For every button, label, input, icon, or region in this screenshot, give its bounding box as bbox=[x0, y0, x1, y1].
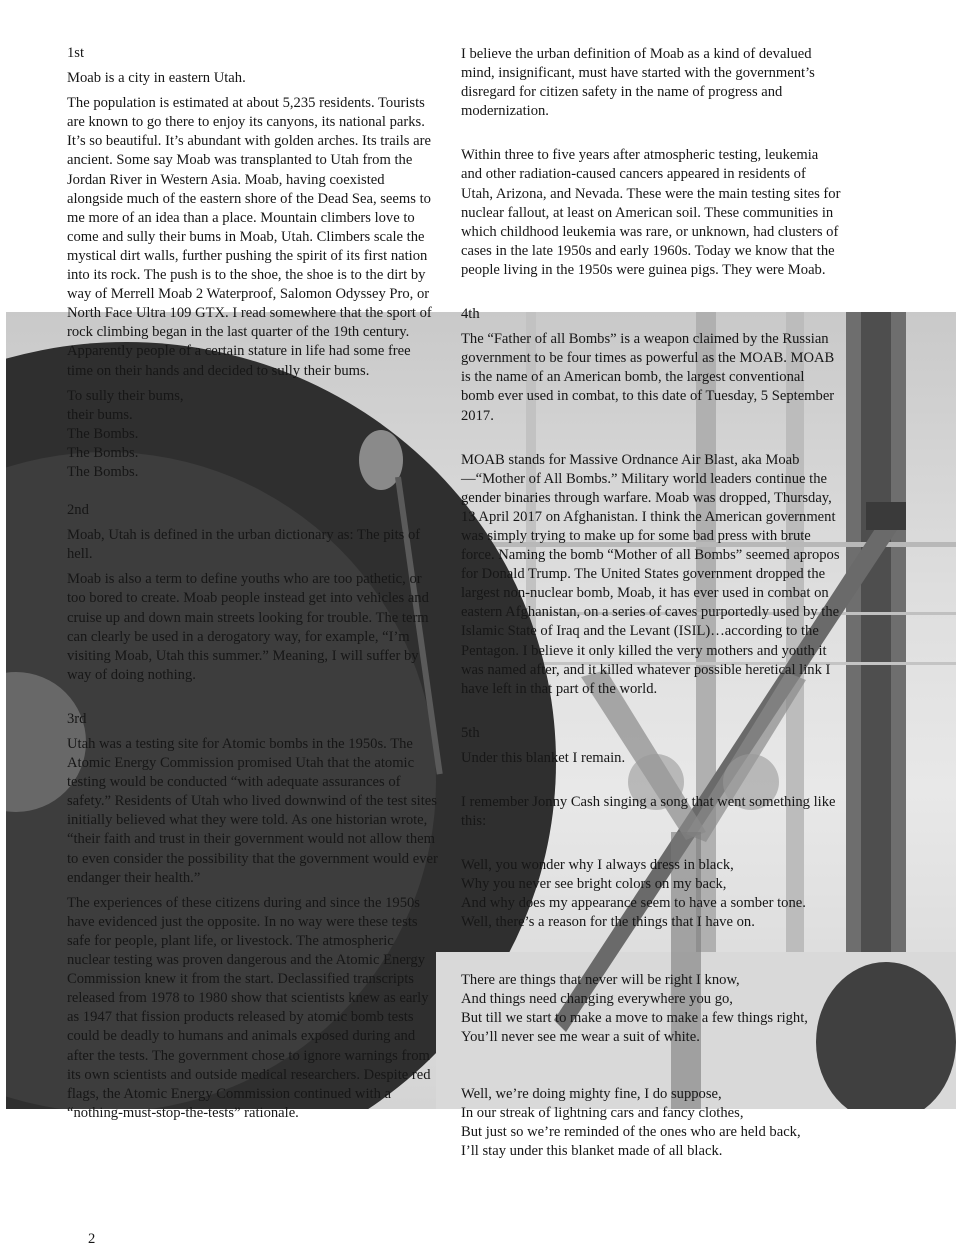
lyric-line: Why you never see bright colors on my back, bbox=[461, 876, 727, 893]
lyric-line: I’ll stay under this blanket made of all black. bbox=[461, 1143, 723, 1160]
verse bbox=[67, 387, 439, 482]
paragraph: Moab is also a term to define youths who are too pathetic, or too bored to create. Moab people instead get into vehicles and cruise up and down main streets looking for trouble. The term can clearly be used in a derogatory way, for example, “I’m visiting Moab, Utah this summer.” Meaning, I will suffer by way of doing nothing. bbox=[67, 571, 429, 683]
spacer bbox=[461, 432, 841, 451]
spacer bbox=[461, 286, 841, 305]
lyric-line: In our streak of lightning cars and fancy clothes, bbox=[461, 1105, 744, 1122]
left-column bbox=[67, 44, 439, 1129]
spacer bbox=[67, 691, 439, 710]
spacer bbox=[461, 837, 841, 856]
paragraph: Moab, Utah is defined in the urban dictionary as: The pits of hell. bbox=[67, 527, 421, 563]
paragraph: I remember Jonny Cash singing a song that went something like this: bbox=[461, 794, 836, 830]
lyric-line: Well, we’re doing mighty fine, I do suppose, bbox=[461, 1085, 722, 1102]
lyric-line: Well, there’s a reason for the things that I have on. bbox=[461, 914, 755, 931]
song-stanza bbox=[461, 1085, 841, 1161]
lyric-line: But just so we’re reminded of the ones who are held back, bbox=[461, 1124, 801, 1141]
paragraph: The population is estimated at about 5,235 residents. Tourists are known to go there to enjoy its canyons, its national parks. It’s so beautiful. It’s abundant with golden arches. Its trails are ancient. Some say Moab was transplanted to Utah from the Jordan River in Western Asia. Moab, having coexisted alongside much of the eastern shore of the Dead Sea, seems to me more of an idea than a place. Mountain climbers love to come and sully their bums in Moab, Utah. Climbers scale the mystical dirt walls, further pushing the spirit of its first nation into its rock. The push is to the shoe, the shoe is to the dirt by way of Merrell Moab 2 Waterproof, Salomon Odyssey Pro, or North Face Ultra 109 GTX. I read somewhere that the sport of rock climbing began in the last quarter of the 19th century. Apparently people of a certain stature in life had some free time on their hands and decided to sully their bums. bbox=[67, 95, 432, 379]
verse-line: The Bombs. bbox=[67, 463, 139, 480]
spacer bbox=[461, 127, 841, 146]
verse-line: The Bombs. bbox=[67, 444, 139, 461]
paragraph: Moab is a city in eastern Utah. bbox=[67, 70, 246, 87]
paragraph: Within three to five years after atmospheric testing, leukemia and other radiation-caused cancers appeared in residents of Utah, Arizona, and Nevada. These were the main testing sites for nuclear fallout, at least on American soil. These communities in which childhood leukemia was rare, or unknown, had clusters of cases in the late 1950s and early 1960s. Today we know that the people living in the 1950s were guinea pigs. They were Moab. bbox=[461, 147, 841, 278]
section-heading-3rd: 3rd bbox=[67, 710, 87, 727]
verse-line: their bums. bbox=[67, 406, 133, 423]
lyric-line: Well, you wonder why I always dress in black, bbox=[461, 857, 734, 874]
section-heading-1st: 1st bbox=[67, 45, 85, 61]
lyric-line: You’ll never see me wear a suit of white. bbox=[461, 1028, 700, 1045]
verse-line: To sully their bums, bbox=[67, 387, 184, 404]
spacer bbox=[461, 1066, 841, 1085]
spacer bbox=[461, 705, 841, 724]
paragraph: Utah was a testing site for Atomic bombs in the 1950s. The Atomic Energy Commission promised Utah that the atomic testing would be conducted “with adequate assurances of safety.” Residents of Utah who lived downwind of the test sites initially believed what they were told. As one historian wrote, “their faith and trust in their government would not allow them to even consider the possibility that the government would ever endanger their health.” bbox=[67, 736, 438, 886]
section-heading-5th: 5th bbox=[461, 724, 480, 741]
paragraph: The experiences of these citizens during and since the 1950s have evidenced just the opposite. In no way were these tests safe for people, plant life, or livestock. The atmospheric nuclear testing was proven dangerous and the Atomic Energy Commission knew it from the start. Declassified transcripts released from 1978 to 1980 show that scientists knew as early as 1947 that fission products released by atomic bomb tests could be deadly to humans and animals exposed during and after the tests. The government chose to ignore warnings from its own scientists and outside medical researchers. Despite red flags, the Atomic Energy Commission continued with a “nothing-must-stop-the-tests” rationale. bbox=[67, 894, 431, 1121]
spacer bbox=[461, 933, 841, 952]
section-heading-2nd: 2nd bbox=[67, 502, 89, 519]
song-stanza bbox=[461, 856, 841, 932]
lyric-line: And why does my appearance seem to have a somber tone. bbox=[461, 895, 806, 912]
spacer bbox=[461, 1047, 841, 1066]
lyric-line: And things need changing everywhere you go, bbox=[461, 990, 733, 1007]
paragraph: MOAB stands for Massive Ordnance Air Blast, aka Moab—“Mother of All Bombs.” Military world leaders continue the gender binaries through warfare. Moab was dropped, Thursday, 13 April 2017 on Afghanistan. I think the American government was simply trying to make up for some bad press with brute force. Naming the bomb “Mother of all Bombs” seemed apropos for Donald Trump. The United States government dropped the largest non-nuclear bomb, Moab, it has ever used in combat on eastern Afghanistan, on a series of caves purportedly used by the Islamic State of Iraq and the Levant (ISIL)…according to the Pentagon. I believe it only killed the very mothers and youth it was named after, and it killed whatever possible heretical link I have left in that part of the world. bbox=[461, 451, 840, 697]
song-stanza bbox=[461, 971, 841, 1047]
verse-line: The Bombs. bbox=[67, 425, 139, 442]
spacer bbox=[461, 774, 841, 793]
paragraph: Under this blanket I remain. bbox=[461, 749, 626, 766]
right-column bbox=[461, 45, 841, 1161]
section-heading-4th: 4th bbox=[461, 306, 480, 323]
paragraph: I believe the urban definition of Moab as a kind of devalued mind, insignificant, must have started with the government’s disregard for citizen safety in the name of progress and modernization. bbox=[461, 46, 815, 120]
lyric-line: There are things that never will be right I know, bbox=[461, 971, 740, 988]
spacer bbox=[461, 952, 841, 971]
paragraph: The “Father of all Bombs” is a weapon claimed by the Russian government to be four times as powerful as the MOAB. MOAB is the name of an American bomb, the largest conventional bomb ever used in combat, to this date of Tuesday, 5 September 2017. bbox=[461, 331, 835, 424]
page-number: 2 bbox=[88, 1231, 96, 1247]
lyric-line: But till we start to make a move to make a few things right, bbox=[461, 1009, 808, 1026]
spacer bbox=[67, 482, 439, 501]
